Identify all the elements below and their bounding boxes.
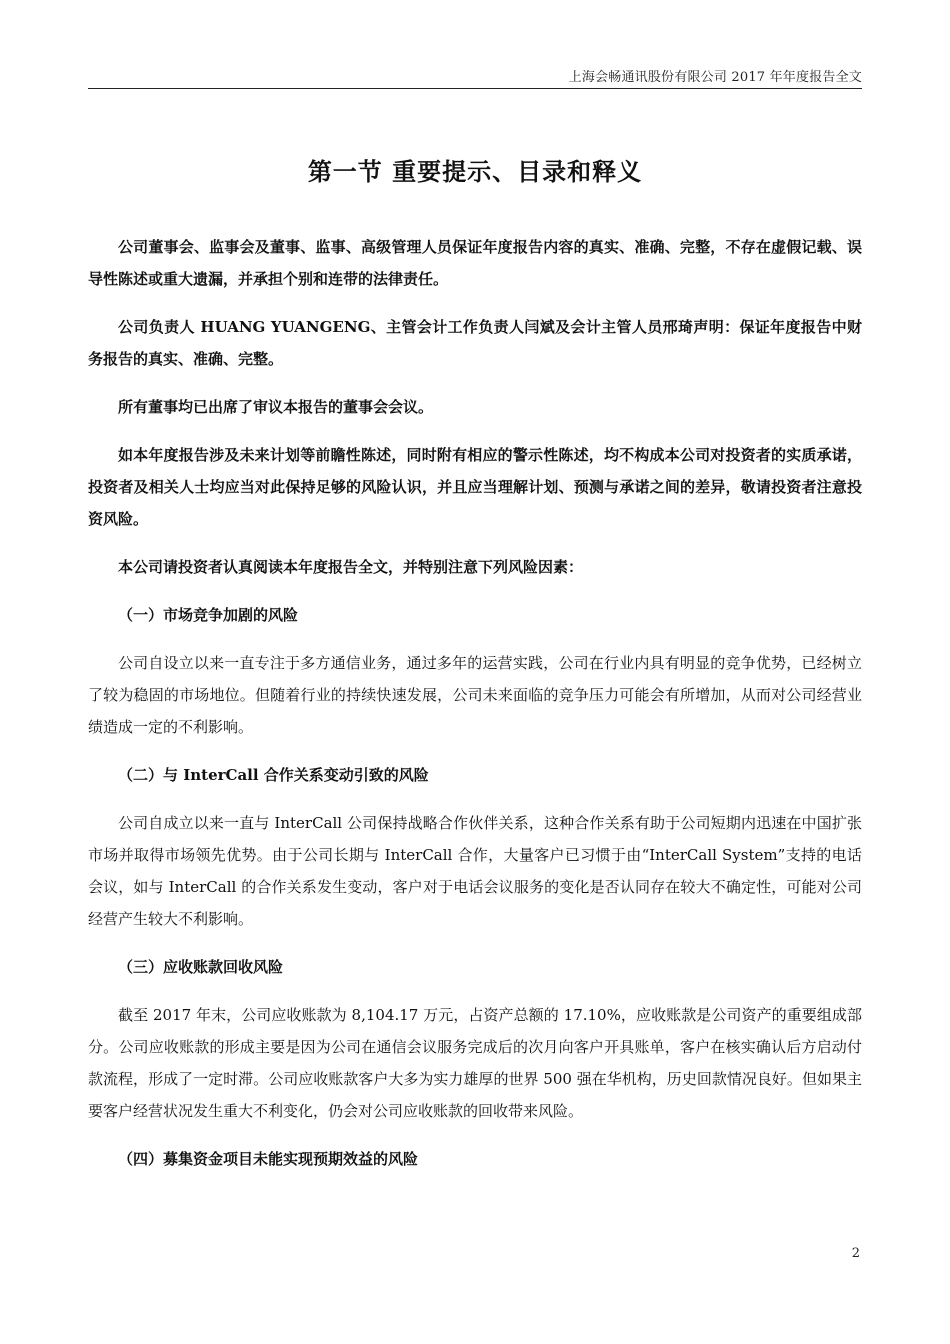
section-title: 第一节 重要提示、目录和释义 <box>307 157 643 186</box>
running-header: 上海会畅通讯股份有限公司 2017 年年度报告全文 <box>568 70 862 85</box>
page-number: 2 <box>851 1246 860 1261</box>
risk-text-1: 公司自设立以来一直专注于多方通信业务，通过多年的运营实践，公司在行业内具有明显的竞争优势，已经树立了较为稳固的市场地位。但随着行业的持续快速发展，公司未来面临的竞争压力可能会有所增加，从而对公司经营业绩造成一定的不利影响。 <box>88 654 862 736</box>
risk-intro-paragraph: 本公司请投资者认真阅读本年度报告全文，并特别注意下列风险因素： <box>118 558 584 576</box>
board-attendance-statement: 所有董事均已出席了审议本报告的董事会会议。 <box>118 398 434 416</box>
forward-looking-statement: 如本年度报告涉及未来计划等前瞻性陈述，同时附有相应的警示性陈述，均不构成本公司对投资者的实质承诺，投资者及相关人士均应当对此保持足够的风险认识，并且应当理解计划、预测与承诺之间的差异，敬请投资者注意投资风险。 <box>88 446 862 528</box>
responsibility-statement: 公司负责人 HUANG YUANGENG、主管会计工作负责人闫斌及会计主管人员邢琦声明：保证年度报告中财务报告的真实、准确、完整。 <box>88 318 862 368</box>
risk-heading-4: （四）募集资金项目未能实现预期效益的风险 <box>118 1150 419 1168</box>
risk-heading-3: （三）应收账款回收风险 <box>118 958 284 976</box>
risk-heading-2: （二）与 InterCall 合作关系变动引致的风险 <box>118 766 429 784</box>
risk-heading-1: （一）市场竞争加剧的风险 <box>118 606 299 624</box>
risk-text-3: 截至 2017 年末，公司应收账款为 8,104.17 万元，占资产总额的 17.10%，应收账款是公司资产的重要组成部分。公司应收账款的形成主要是因为公司在通信会议服务完成后的次月向客户开具账单，客户在核实确认后方启动付款流程，形成了一定时滞。公司应收账款客户大多为实力雄厚的世界 500 强在华机构，历史回款情况良好。但如果主要客户经营状况发生重大不利变化，仍会对公司应收账款的回收带来风险。 <box>88 1006 862 1120</box>
header-divider <box>88 88 862 89</box>
risk-text-2: 公司自成立以来一直与 InterCall 公司保持战略合作伙伴关系，这种合作关系有助于公司短期内迅速在中国扩张市场并取得市场领先优势。由于公司长期与 InterCall 合作，大量客户已习惯于由“InterCall System”支持的电话会议，如与 InterCall 的合作关系发生变动，客户对于电话会议服务的变化是否认同存在较大不确定性，可能对公司经营产生较大不利影响。 <box>88 814 862 928</box>
disclaimer-paragraph: 公司董事会、监事会及董事、监事、高级管理人员保证年度报告内容的真实、准确、完整，不存在虚假记载、误导性陈述或重大遗漏，并承担个别和连带的法律责任。 <box>88 238 862 288</box>
body-content <box>88 231 862 1191</box>
